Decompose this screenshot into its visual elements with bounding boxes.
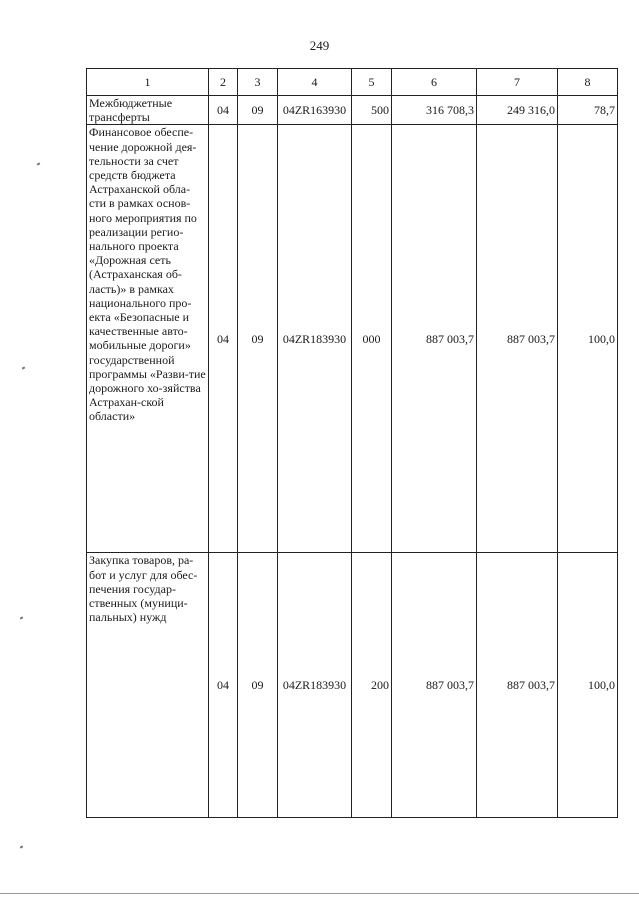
target-article-code: 04ZR183930 [278,553,352,818]
column-header: 8 [558,69,618,96]
row-name: Межбюджетные трансферты [87,96,209,125]
execution-percent: 78,7 [558,96,618,125]
column-header: 5 [352,69,392,96]
expense-type-code: 500 [352,96,392,125]
scan-speck [20,616,24,619]
table-row [87,96,618,125]
column-header: 3 [238,69,278,96]
executed-amount: 249 316,0 [477,96,558,125]
scan-speck [37,162,41,165]
scan-speck [20,845,24,848]
planned-amount: 887 003,7 [392,125,477,553]
column-header: 7 [477,69,558,96]
row-name: Закупка товаров, ра-бот и услуг для обес-печения государ-ственных (муници-пальных) нужд [87,553,209,818]
scan-speck [22,366,26,369]
subsection-code: 09 [238,125,278,553]
section-code: 04 [209,553,238,818]
budget-table [86,68,618,818]
table-row [87,125,618,553]
column-header: 2 [209,69,238,96]
expense-type-code: 000 [352,125,392,553]
target-article-code: 04ZR163930 [278,96,352,125]
column-header: 4 [278,69,352,96]
row-name: Финансовое обеспе-чение дорожной дея-тельности за счет средств бюджета Астраханской обла-сти в рамках основ-ного мероприятия по реализации регио-нального проекта «Дорожная сеть (Астраханская об-ласть)» в рамках национального про-екта «Безопасные и качественные авто-мобильные дороги» государственной программы «Разви-тие дорожного хо-зяйства Астрахан-ской области» [87,125,209,553]
planned-amount: 887 003,7 [392,553,477,818]
expense-type-code: 200 [352,553,392,818]
planned-amount: 316 708,3 [392,96,477,125]
column-header: 6 [392,69,477,96]
section-code: 04 [209,125,238,553]
column-header: 1 [87,69,209,96]
table-header-row [87,69,618,96]
executed-amount: 887 003,7 [477,553,558,818]
execution-percent: 100,0 [558,553,618,818]
execution-percent: 100,0 [558,125,618,553]
section-code: 04 [209,96,238,125]
executed-amount: 887 003,7 [477,125,558,553]
subsection-code: 09 [238,553,278,818]
page-number: 249 [309,38,330,53]
scan-edge-line [0,893,639,894]
target-article-code: 04ZR183930 [278,125,352,553]
table-row [87,553,618,818]
subsection-code: 09 [238,96,278,125]
